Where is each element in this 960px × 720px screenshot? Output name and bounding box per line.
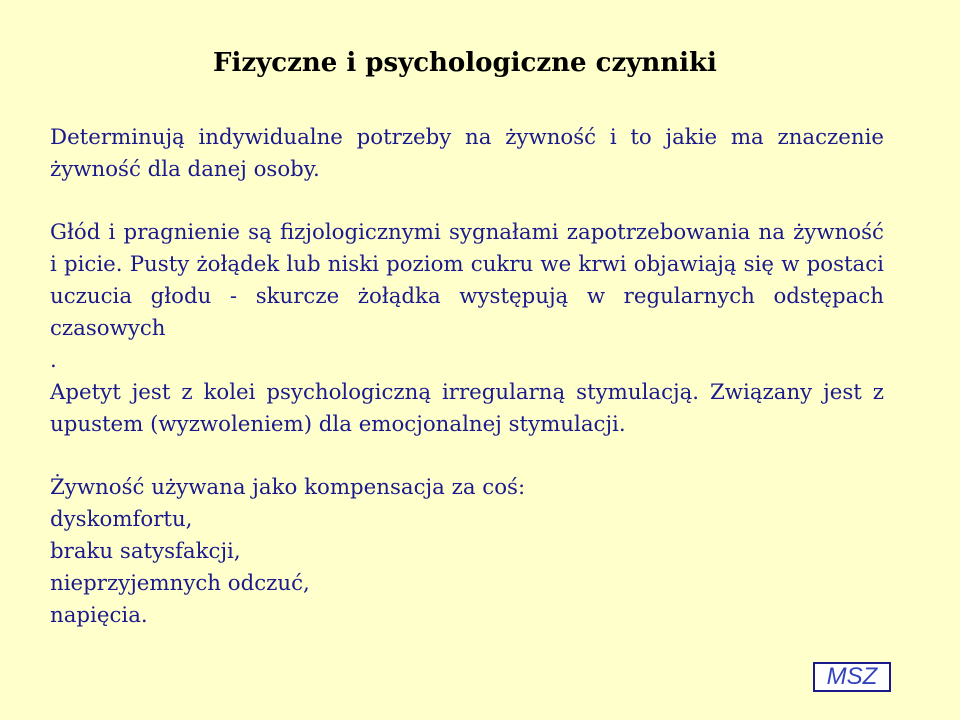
paragraph-hunger-thirst: Głód i pragnienie są fizjologicznymi sygnałami zapotrzebowania na żywność i picie. Pusty żołądek lub niski poziom cukru we krwi objawiają się w postaci uczucia głodu - skurcze żołądka występują w regularnych odstępach czasowych xyxy=(50,220,884,341)
stray-dot: . xyxy=(50,348,57,373)
slide-body xyxy=(50,122,884,632)
paragraph-appetite: Apetyt jest z kolei psychologiczną irregularną stymulacją. Związany jest z upustem (wyzwoleniem) dla emocjonalnej stymulacji. xyxy=(50,380,884,437)
list-item: napięcia. xyxy=(50,603,148,628)
list-heading: Żywność używana jako kompensacja za coś: xyxy=(50,475,526,500)
spacer xyxy=(50,441,884,472)
paragraph-determinants: Determinują indywidualne potrzeby na żywność i to jakie ma znaczenie żywność dla danej osoby. xyxy=(50,125,884,182)
slide-title: Fizyczne i psychologiczne czynniki xyxy=(213,48,717,78)
author-badge: MSZ xyxy=(813,662,891,692)
list-item: nieprzyjemnych odczuć, xyxy=(50,571,310,596)
list-item: braku satysfakcji, xyxy=(50,539,241,564)
spacer xyxy=(50,186,884,217)
list-item: dyskomfortu, xyxy=(50,507,193,532)
